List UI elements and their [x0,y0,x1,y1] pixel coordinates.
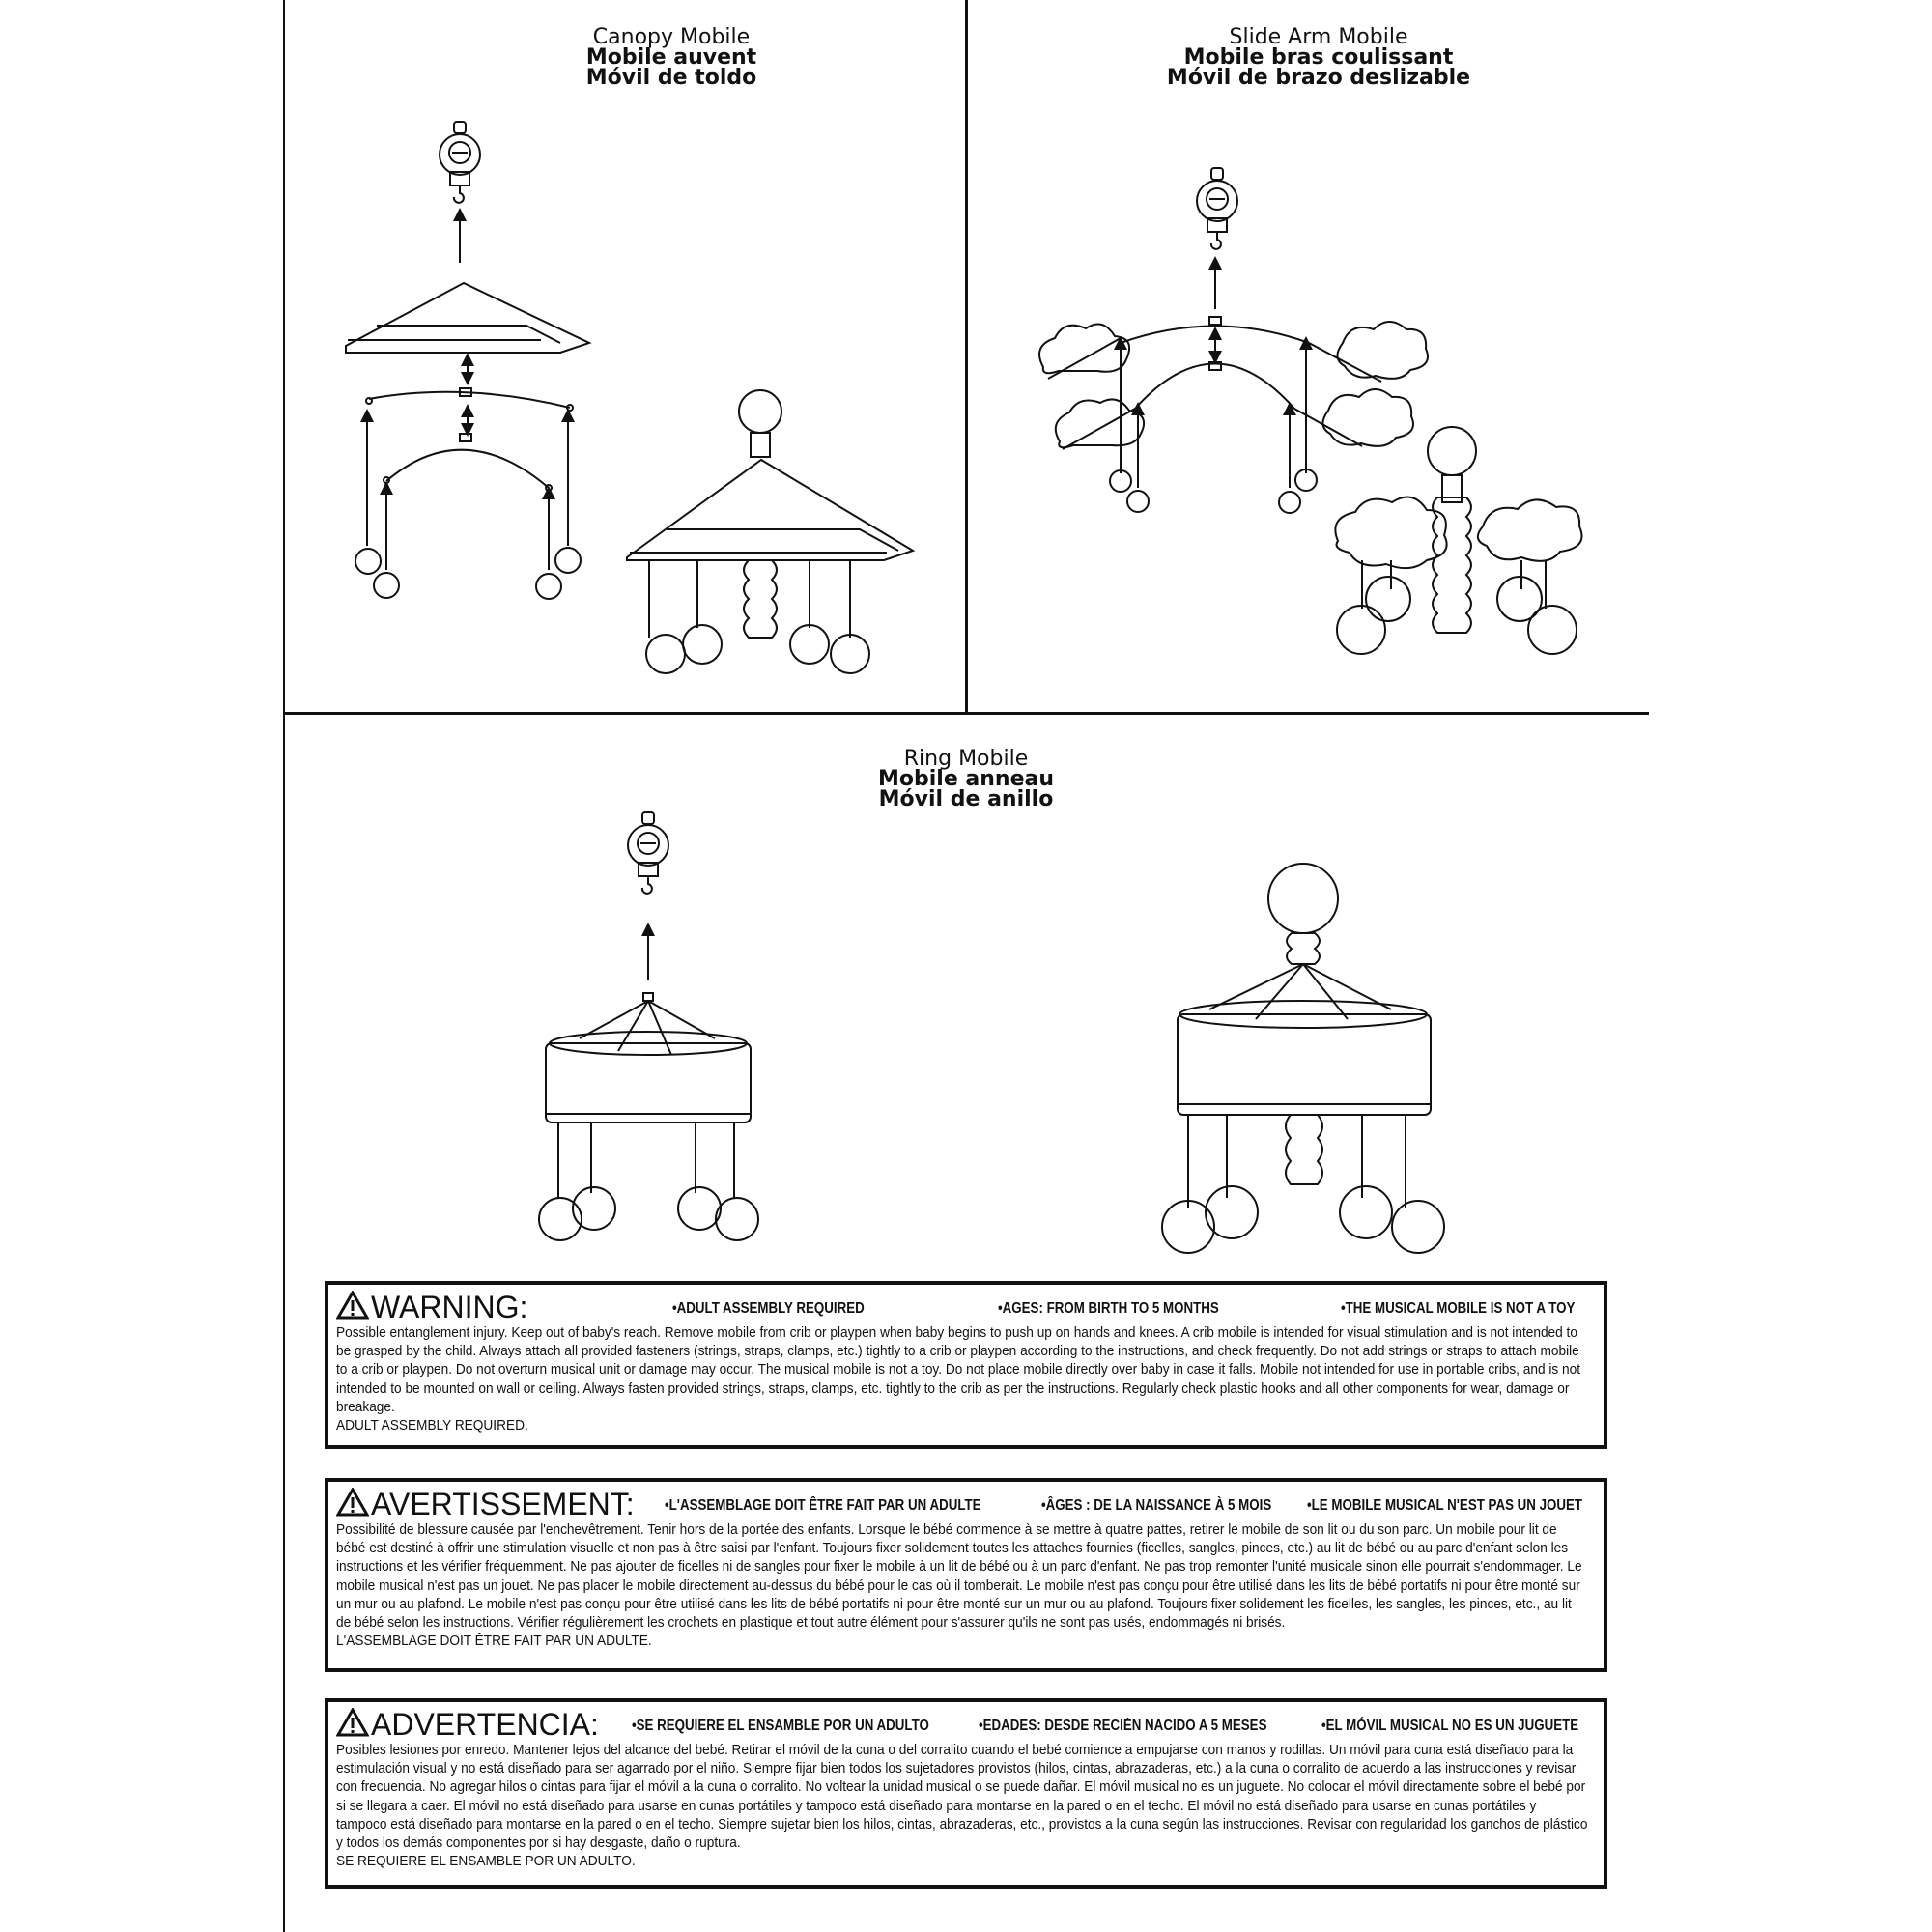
warning-bullet-ages: •EDADES: DESDE RECIÉN NACIDO A 5 MESES [979,1718,1267,1734]
canopy-music-box-icon [440,122,480,203]
slide-arm-hanging-balls [1110,343,1317,513]
warning-footer-text: ADULT ASSEMBLY REQUIRED. [336,1417,528,1435]
warning-footer-text: SE REQUIERE EL ENSAMBLE POR UN ADULTO. [336,1853,636,1870]
warning-bullet-assembly: •L'ASSEMBLAGE DOIT ÊTRE FAIT PAR UN ADULTE [665,1497,981,1514]
slide-arm-assembled-mobile [1335,427,1581,654]
ring-assembled-mobile [1162,864,1444,1253]
canopy-assembled-mobile [627,390,913,673]
canopy-roof-icon [346,283,589,353]
slide-arm-panel-title: Slide Arm Mobile Mobile bras coulissant Móvil de brazo deslizable [1166,25,1471,90]
canopy-panel-title: Canopy Mobile Mobile auvent Móvil de toldo [585,25,757,90]
warning-box-english [325,1281,1607,1449]
warning-bullet-assembly: •ADULT ASSEMBLY REQUIRED [672,1300,865,1317]
warning-bullet-assembly: •SE REQUIERE EL ENSAMBLE POR UN ADULTO [632,1718,929,1734]
warning-bullet-ages: •ÂGES : DE LA NAISSANCE À 5 MOIS [1041,1497,1272,1514]
warning-heading: WARNING: [336,1291,527,1323]
warning-footer-text: L'ASSEMBLAGE DOIT ÊTRE FAIT PAR UN ADULTE. [336,1633,652,1650]
warning-bullet-ages: •AGES: FROM BIRTH TO 5 MONTHS [998,1300,1219,1317]
slide-arm-lower-arm [1135,362,1294,409]
warning-heading: ADVERTENCIA: [336,1708,599,1741]
warning-triangle-icon [336,1488,369,1517]
canopy-arm-lower [384,434,552,491]
warning-triangle-icon [336,1291,369,1320]
warning-body-text: Posibles lesiones por enredo. Mantener lejos del alcance del bebé. Retirar el móvil de la cuna o del corralito cuando el bebé comience a empujarse con manos y rodillas. Un móvil para cuna está diseñado para la estimulación visual y no está diseñado para ser agarrado por el niño. Siempre fijar bien todos los sujetadores provistos (hilos, cintas, abrazaderas, etc.) a la cuna o corralito de acuerdo a las instrucciones y revisar con frecuencia. No agregar hilos o cintas para fijar el móvil a la cuna o corralito. No voltear la unidad musical o se puede dañar. El móvil musical no es un juguete. No colocar el móvil directamente sobre el bebé por si se llegara a caer. El móvil no está diseñado para usarse en cunas portátiles y tampoco está diseñado para montarse en la pared o en el techo. El móvil no está diseñado para usarse en cunas portátiles y tampoco está diseñado para montarse en la pared o en el techo. Siempre sujetar bien los hilos, cintas, abrazaderas, etc., provistos a la cuna según las instrucciones. Revisar con regularidad los ganchos de plástico y todos los demás componentes por si hay desgaste, daño o ruptura. [336,1742,1588,1852]
ring-unassembled-mobile [539,993,758,1240]
canopy-arm-upper [366,388,573,411]
warning-box-french [325,1478,1607,1672]
warning-bullet-not-toy: •THE MUSICAL MOBILE IS NOT A TOY [1341,1300,1576,1317]
canopy-hanging-balls [355,415,581,599]
ring-music-box-icon [628,812,668,894]
warning-bullet-not-toy: •LE MOBILE MUSICAL N'EST PAS UN JOUET [1307,1497,1583,1514]
warning-body-text: Possible entanglement injury. Keep out of baby's reach. Remove mobile from crib or playpen when baby begins to push up on hands and knees. A crib mobile is intended for visual stimulation and is not intended to be grasped by the child. Always attach all provided fasteners (strings, straps, clamps, etc.) tightly to a crib or playpen according to the instructions, and check frequently. Do not add strings or straps to attach mobile to a crib or playpen. Do not overturn musical unit or damage may occur. The musical mobile is not a toy. Do not place mobile directly over baby in case it falls. Mobile not intended for use in portable cribs, and is not intended to be mounted on wall or ceiling. Always fasten provided strings, straps, clamps, etc. tightly to the crib as per the instructions. Regularly check plastic hooks and all other components for wear, damage or breakage. [336,1324,1581,1415]
ring-panel-title: Ring Mobile Mobile anneau Móvil de anillo [877,747,1054,811]
warning-heading: AVERTISSEMENT: [336,1488,635,1520]
slide-arm-clouds [1039,322,1428,449]
slide-arm-music-box-icon [1197,168,1237,249]
warning-triangle-icon [336,1708,369,1737]
warning-body-text: Possibilité de blessure causée par l'enchevêtrement. Tenir hors de la portée des enfants. Lorsque le bébé commence à se mettre à quatre pattes, retirer le mobile de son lit ou du son parc. Un mobile pour lit de bébé est destiné à offrir une stimulation visuelle et non pas à être saisi par l'enfant. Toujours fixer solidement toutes les attaches fournies (ficelles, sangles, pinces, etc.) au lit de bébé ou au parc d'enfant selon les instructions et les vérifier fréquemment. Ne pas ajouter de ficelles ni de sangles pour fixer le mobile à un lit de bébé ou à un parc d'enfant. Ne pas trop remonter l'unité musicale sinon elle pourrait s'endommager. Le mobile musical n'est pas un jouet. Ne pas placer le mobile directement au-dessus du bébé pour le cas où il tomberait. Le mobile n'est pas conçu pour être utilisé dans les lits de bébé portatifs ni pour être monté sur un mur ou au plafond. Le mobile n'est pas conçu pour être utilisé dans les lits de bébé portatifs ni pour être monté sur un mur ou au plafond. Toujours fixer solidement les ficelles, les sangles, les pinces, etc., au lit de bébé selon les instructions. Vérifier régulièrement les crochets en plastique et tout autre élément pour s'assurer qu'ils ne sont pas usés, endommagés ni brisés. [336,1521,1582,1632]
warning-box-spanish [325,1698,1607,1889]
warning-bullet-not-toy: •EL MÓVIL MUSICAL NO ES UN JUGUETE [1321,1718,1579,1734]
